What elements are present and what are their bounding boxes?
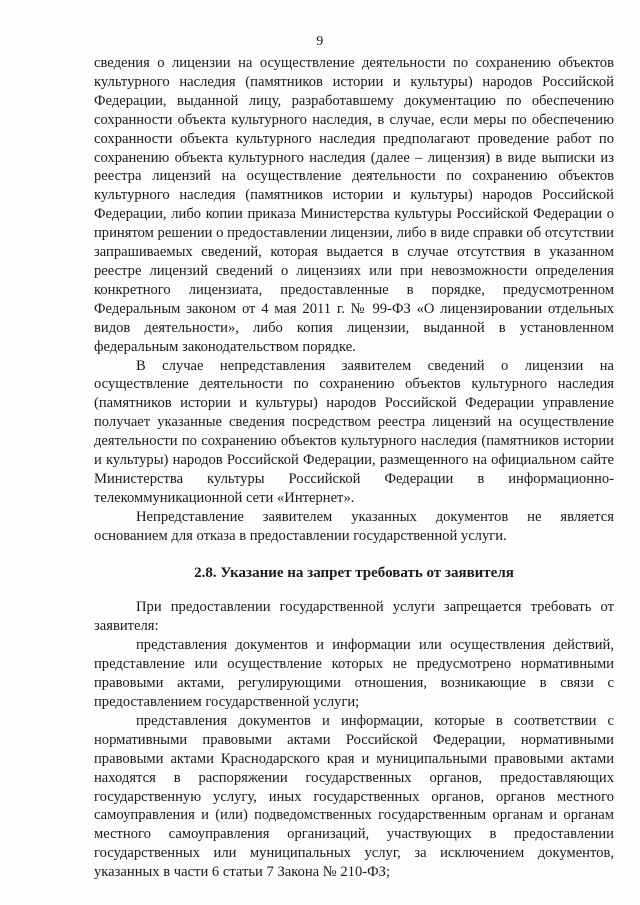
document-body [94, 54, 614, 882]
paragraph-prohibited-item-2: представления документов и информации, которые в соответствии с нормативными правовыми актами Российской Федерации, нормативными правовыми актами Краснодарского края и муниципальными правовыми актами находятся в распоряжении государственных органов, предоставляющих государственную услугу, иных государственных органов, органов местного самоуправления и (или) подведомственных государственным органам и органам местного самоуправления организаций, участвующих в предоставлении государственных или муниципальных услуг, за исключением документов, указанных в части 6 статьи 7 Закона № 210-ФЗ; [94, 712, 614, 881]
page-number: 9 [316, 34, 324, 49]
paragraph-non-submission-license: В случае непредставления заявителем сведений о лицензии на осуществление деятельности по сохранению объектов культурного наследия (памятников истории и культуры) народов Российской Федерации управление получает указанные сведения посредством реестра лицензий на осуществление деятельности по сохранению объектов культурного наследия (памятников истории и культуры) народов Российской Федерации, размещенного на официальном сайте Министерства культуры Российской Федерации в информационно-телекоммуникационной сети «Интернет». [94, 357, 614, 506]
paragraph-non-submission-not-grounds: Непредставление заявителем указанных документов не является основанием для отказа в предоставлении государственной услуги. [94, 508, 614, 544]
paragraph-prohibited-intro: При предоставлении государственной услуги запрещается требовать от заявителя: [94, 599, 614, 635]
paragraph-prohibited-item-1: представления документов и информации или осуществления действий, представление или осуществление которых не предусмотрено нормативными правовыми актами, регулирующими отношения, возникающие в связи с предоставлением государственной услуги; [94, 637, 614, 710]
section-heading: 2.8. Указание на запрет требовать от заявителя [194, 564, 514, 581]
paragraph-license-info: сведения о лицензии на осуществление деятельности по сохранению объектов культурного наследия (памятников истории и культуры) народов Российской Федерации, выданной лицу, разработавшему документацию по обеспечению сохранности объекта культурного наследия, в случае, если меры по обеспечению сохранности объекта культурного наследия предполагают проведение работ по сохранению объекта культурного наследия (далее – лицензия) в виде выписки из реестра лицензий на осуществление деятельности по сохранению объектов культурного наследия (памятников истории и культуры) народов Российской Федерации, либо копии приказа Министерства культуры Российской Федерации о принятом решении о предоставлении лицензии, либо в виде справки об отсутствии запрашиваемых сведений, которая выдается в случае отсутствия в указанном реестре лицензий сведений о лицензиях или при невозможности определения конкретного лицензиата, предоставленные в порядке, предусмотренном Федеральным законом от 4 мая 2011 г. № 99-ФЗ «О лицензировании отдельных видов деятельности», либо копия лицензии, выданной в установленном федеральным законодательством порядке. [94, 55, 614, 355]
